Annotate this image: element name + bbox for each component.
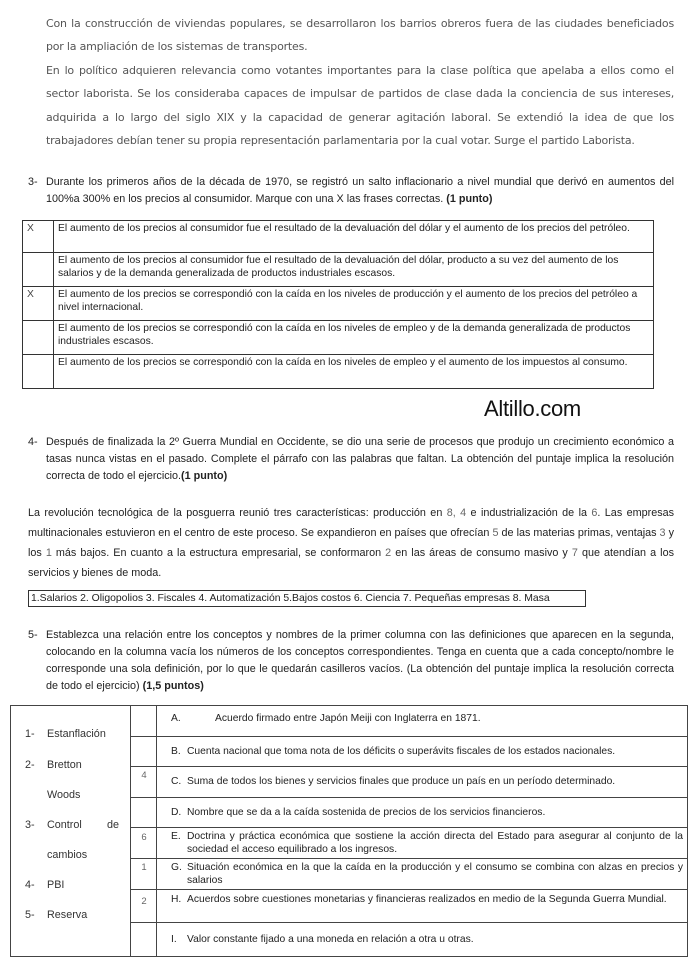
concept-item <box>25 728 106 740</box>
concept-number: 1- <box>25 728 35 740</box>
answer-value[interactable]: 6 <box>141 832 147 843</box>
definition-text: Cuenta nacional que toma nota de los déficits o superávits fiscales de los estados nacionales. <box>187 746 616 757</box>
option-row[interactable] <box>23 253 654 287</box>
definition-row <box>157 923 687 955</box>
blank-answer[interactable]: 6 <box>591 507 598 519</box>
option-row[interactable] <box>23 355 654 389</box>
definition-row <box>157 737 687 767</box>
concept-label: Woods <box>47 789 81 801</box>
concept-number: 3- <box>25 819 35 831</box>
definition-text: Situación económica en la que la caída en la producción y el consumo se combina con alzas en precios y salarios <box>187 862 683 886</box>
question-5-points: (1,5 puntos) <box>142 680 204 692</box>
answer-cell-divider <box>131 922 157 923</box>
answer-cell-divider <box>131 797 157 798</box>
question-3 <box>28 174 674 208</box>
option-text: El aumento de los precios se correspondió con la caída en los niveles de producción y el aumento de los precios del petróleo a nivel internacional. <box>54 287 654 321</box>
answer-cell-divider <box>131 889 157 890</box>
definition-text: Acuerdo firmado entre Japón Meiji con Inglaterra en 1871. <box>215 713 481 724</box>
question-3-options-table <box>22 220 654 389</box>
intro-text <box>46 12 674 152</box>
definition-row <box>157 767 687 798</box>
question-4-points: (1 punto) <box>181 470 228 482</box>
option-text: El aumento de los precios al consumidor fue el resultado de la devaluación del dólar, producto a su vez del aumento de los salarios y de la demanda generalizada de productos industriales escasos. <box>54 253 654 287</box>
definition-letter: D. <box>171 807 182 818</box>
definition-text: Acuerdos sobre cuestiones monetarias y financieras realizados en medio de la Segunda Guerra Mundial. <box>187 894 667 905</box>
definition-letter: G. <box>171 862 182 873</box>
question-4-fill-paragraph <box>28 503 674 583</box>
option-text: El aumento de los precios se correspondió con la caída en los niveles de empleo y de la demanda generalizada de productos industriales escasos. <box>54 321 654 355</box>
answer-cell-divider <box>131 827 157 828</box>
concept-item <box>25 849 87 861</box>
blank-answer[interactable]: 7 <box>571 547 578 559</box>
paragraph-text: y los <box>28 527 674 559</box>
definition-letter: B. <box>171 746 181 757</box>
concept-label: Estanflación <box>47 728 106 740</box>
concept-label: PBI <box>47 879 65 891</box>
site-watermark: Altillo.com <box>484 396 581 421</box>
option-mark[interactable] <box>23 253 54 287</box>
concept-item <box>25 909 87 921</box>
question-5 <box>28 627 674 695</box>
definition-letter: H. <box>171 894 182 905</box>
paragraph-text: La revolución tecnológica de la posguerra reunió tres características: producción en <box>28 507 447 519</box>
option-row[interactable] <box>23 221 654 253</box>
concept-label: Control de <box>47 819 119 831</box>
paragraph-text: en las áreas de consumo masivo y <box>391 547 572 559</box>
definition-letter: E. <box>171 831 181 842</box>
answer-cell-divider <box>131 766 157 767</box>
option-mark[interactable]: X <box>23 287 54 321</box>
definition-letter: C. <box>171 776 182 787</box>
definition-text: Suma de todos los bienes y servicios finales que produce un país en un período determinado. <box>187 776 616 787</box>
option-text: El aumento de los precios al consumidor fue el resultado de la devaluación del dólar y el aumento de los precios del petróleo. <box>54 221 654 253</box>
matching-table <box>10 705 688 957</box>
concept-item <box>25 759 82 771</box>
question-4 <box>28 434 674 485</box>
paragraph-text: de las materias primas, ventajas <box>498 527 660 539</box>
concept-label: cambios <box>47 849 88 861</box>
blank-answer[interactable]: 8, 4 <box>446 507 467 519</box>
word-bank: 1.Salarios 2. Oligopolios 3. Fiscales 4. Automatización 5.Bajos costos 6. Ciencia 7. Pequeñas empresas 8. Masa <box>28 590 586 607</box>
definition-letter: A. <box>171 713 181 724</box>
paragraph-text: . Las empresas multinacionales estuvieron en el centro de este proceso. Se expandieron en países que ofrecían <box>28 507 675 539</box>
option-mark[interactable] <box>23 355 54 389</box>
concept-label: Bretton <box>47 759 82 771</box>
option-row[interactable] <box>23 287 654 321</box>
blank-answer[interactable]: 2 <box>385 547 392 559</box>
concept-number: 2- <box>25 759 35 771</box>
answer-cell-divider <box>131 858 157 859</box>
intro-paragraph-2: En lo político adquieren relevancia como votantes importantes para la clase política que apelaba a ellos como el sector laborista. Se los consideraba capaces de impulsar de partidos de clase dada la conciencia de sus intereses, adquirida a lo largo del siglo XIX y la capacidad de generar agitación laboral. Se extendió la idea de que los trabajadores debían tener su propia representación parlamentaria por la cual votar. Surge el partido Laborista. <box>46 63 674 148</box>
option-mark[interactable]: X <box>23 221 54 253</box>
concepts-column <box>11 706 131 956</box>
definition-row <box>157 859 687 890</box>
intro-paragraph-1: Con la construcción de viviendas populares, se desarrollaron los barrios obreros fuera de las ciudades beneficiados por la ampliación de los sistemas de transportes. <box>46 17 674 54</box>
option-text: El aumento de los precios se correspondió con la caída en los niveles de empleo y el aumento de los impuestos al consumo. <box>54 355 654 389</box>
concept-number: 4- <box>25 879 35 891</box>
concept-number: 5- <box>25 909 35 921</box>
paragraph-text: que atendían a los servicios y bienes de moda. <box>28 547 674 579</box>
question-4-text: Después de finalizada la 2º Guerra Mundial en Occidente, se dio una serie de procesos que produjo un crecimiento económico a tasas nunca vistas en el pasado. Complete el párrafo con las palabras que faltan. La obtención del puntaje implica la resolución correcta de todo el ejercicio. <box>46 436 674 482</box>
answer-value[interactable]: 4 <box>141 770 147 781</box>
concept-item <box>25 879 64 891</box>
blank-answer[interactable]: 3 <box>659 527 666 539</box>
paragraph-text: e industrialización de la <box>466 507 592 519</box>
definition-text: Doctrina y práctica económica que sostiene la acción directa del Estado para asegurar al conjunto de la sociedad el acceso equilibrado a los ingresos. <box>187 831 683 855</box>
definition-row <box>157 890 687 923</box>
answer-cell-divider <box>131 736 157 737</box>
option-mark[interactable] <box>23 321 54 355</box>
concept-item <box>25 789 80 801</box>
option-row[interactable] <box>23 321 654 355</box>
definition-text: Valor constante fijado a una moneda en relación a otra u otras. <box>187 934 474 945</box>
paragraph-text: más bajos. En cuanto a la estructura empresarial, se conformaron <box>51 547 386 559</box>
blank-answer[interactable]: 5 <box>492 527 499 539</box>
question-3-text: Durante los primeros años de la década de 1970, se registró un salto inflacionario a nivel mundial que derivó en aumentos del 100%a 300% en los precios al consumidor. Marque con una X las frases correctas. <box>46 176 674 205</box>
concept-label: Reserva <box>47 909 88 921</box>
answer-value[interactable]: 1 <box>141 862 147 873</box>
blank-answer[interactable]: 1 <box>45 547 52 559</box>
definition-text: Nombre que se da a la caída sostenida de precios de los servicios financieros. <box>187 807 546 818</box>
question-5-text: Establezca una relación entre los conceptos y nombres de la primer columna con las definiciones que aparecen en la segunda, colocando en la columna vacía los números de los conceptos correspondientes. Tenga en cuenta que a cada concepto/nombre le corresponde una sola definición, por lo que le quedarán casilleros vacíos. (La obtención del puntaje implica la resolución correcta de todo el ejercicio) <box>46 629 674 692</box>
question-4-number: 4- <box>28 436 38 448</box>
question-3-points: (1 punto) <box>446 193 493 205</box>
question-5-number: 5- <box>28 629 38 641</box>
answer-value[interactable]: 2 <box>141 896 147 907</box>
concept-item <box>25 819 119 831</box>
definition-row <box>157 706 687 737</box>
definition-row <box>157 828 687 859</box>
definition-letter: I. <box>171 934 177 945</box>
question-3-number: 3- <box>28 176 38 188</box>
definition-row <box>157 798 687 828</box>
answers-column[interactable] <box>131 706 157 956</box>
